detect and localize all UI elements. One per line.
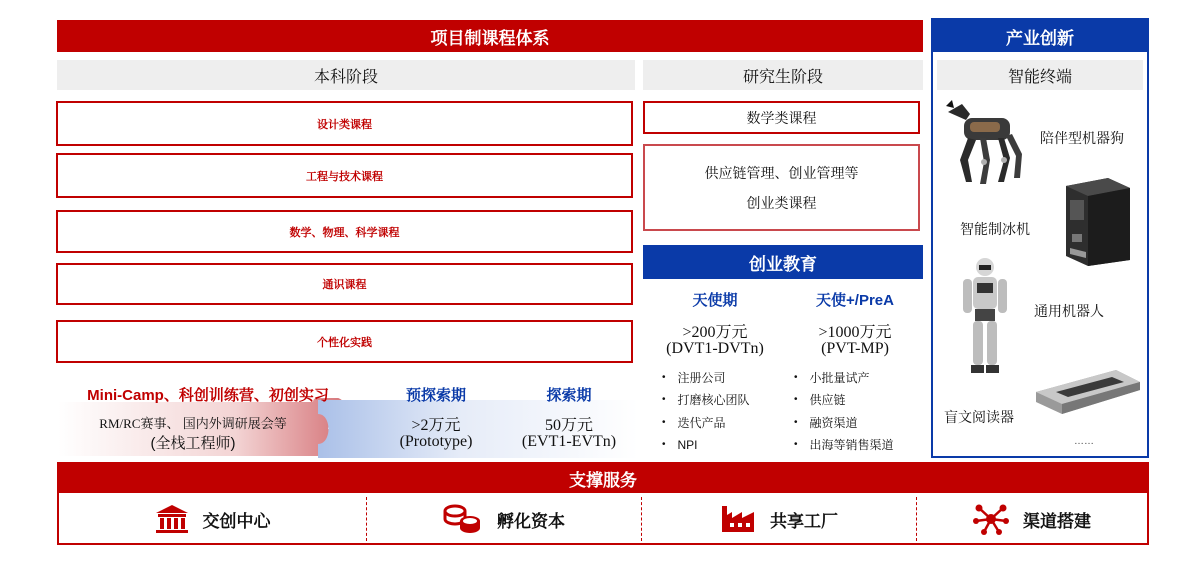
undergrad-title: 本科阶段 (313, 68, 378, 86)
pre-explore-note: (Prototype) (399, 433, 473, 450)
course-label: 数学、物理、科学课程 (289, 226, 400, 239)
angel-plus-title: 天使+/PreA (816, 292, 894, 309)
product-label-robot-dog: 陪伴型机器狗 (1040, 130, 1124, 146)
practice-title: Mini-Camp、科创训练营、初创实习 (87, 387, 329, 404)
undergrad-header (57, 60, 635, 90)
support-label: 孵化资本 (497, 511, 565, 531)
angel-plus-note: (PVT-MP) (821, 340, 889, 357)
support-item-channel-building (917, 497, 1147, 541)
main-title: 项目制课程体系 (430, 28, 550, 48)
angel-list (662, 366, 782, 456)
ice-machine-image (1058, 174, 1138, 268)
course-box-supply (643, 144, 920, 231)
course-box-design (56, 101, 633, 146)
explore-note: (EVT1-EVTn) (521, 433, 617, 450)
course-box-math (643, 101, 920, 134)
list-item: • 供应链 (794, 389, 922, 412)
course-label: 数学类课程 (746, 109, 817, 126)
list-item: • 小批量试产 (794, 366, 922, 389)
support-label: 共享工厂 (770, 511, 838, 531)
supply-line-1: 供应链管理、创业管理等 (704, 164, 859, 181)
supply-line-2: 创业类课程 (746, 194, 817, 211)
support-label: 交创中心 (202, 511, 271, 531)
robot-dog-image (940, 98, 1030, 190)
angel-note: (DVT1-DVTn) (666, 340, 764, 357)
course-label: 设计类课程 (317, 118, 372, 131)
venture-title: 创业教育 (749, 254, 817, 274)
industry-title: 智能终端 (1007, 68, 1072, 86)
support-item-incubation-capital (367, 497, 641, 541)
more-indicator: …… (1074, 436, 1094, 447)
industry-header (937, 60, 1143, 90)
pre-explore-amount: >2万元 (411, 417, 461, 434)
list-item: • 迭代产品 (662, 411, 782, 434)
product-label-braille: 盲文阅读器 (944, 409, 1014, 425)
product-label-humanoid: 通用机器人 (1034, 303, 1104, 319)
humanoid-robot-image (955, 255, 1015, 385)
side-title-bar (933, 20, 1147, 52)
course-box-general (56, 263, 633, 305)
venture-title-bar (643, 245, 923, 279)
list-item: • NPI (662, 434, 782, 457)
course-label: 工程与技术课程 (306, 170, 383, 183)
support-title-bar (59, 464, 1147, 493)
practice-line-2: (全栈工程师) (150, 435, 236, 452)
side-title: 产业创新 (1006, 28, 1074, 48)
course-label: 个性化实践 (317, 336, 372, 349)
explore-amount: 50万元 (544, 417, 593, 434)
product-label-ice-machine: 智能制冰机 (960, 221, 1030, 237)
angel-title: 天使期 (692, 292, 738, 309)
course-box-engineering (56, 153, 633, 198)
practice-line-1: RM/RC赛事、 国内外调研展会等 (99, 416, 287, 431)
list-item: • 打磨核心团队 (662, 389, 782, 412)
list-item: • 注册公司 (662, 366, 782, 389)
pre-explore-title: 预探索期 (405, 387, 466, 404)
explore-title: 探索期 (546, 387, 592, 404)
support-title: 支撑服务 (569, 471, 637, 490)
main-title-bar (57, 20, 923, 52)
list-item: • 出海等销售渠道 (794, 434, 922, 457)
course-label: 通识课程 (322, 279, 367, 291)
support-item-exchange-center (59, 497, 366, 541)
grad-title: 研究生阶段 (742, 68, 823, 86)
coins-icon (443, 503, 483, 535)
braille-reader-image (1032, 366, 1144, 418)
list-item: • 融资渠道 (794, 411, 922, 434)
angel-plus-list (794, 366, 922, 456)
course-box-practice (56, 320, 633, 363)
course-box-science (56, 210, 633, 253)
factory-icon (720, 504, 756, 534)
grad-header (643, 60, 923, 90)
angel-amount: >200万元 (682, 324, 748, 341)
network-icon (973, 503, 1009, 535)
angel-plus-amount: >1000万元 (818, 324, 892, 341)
support-item-shared-factory (642, 497, 916, 541)
support-label: 渠道搭建 (1023, 511, 1091, 531)
bank-icon (155, 504, 189, 534)
